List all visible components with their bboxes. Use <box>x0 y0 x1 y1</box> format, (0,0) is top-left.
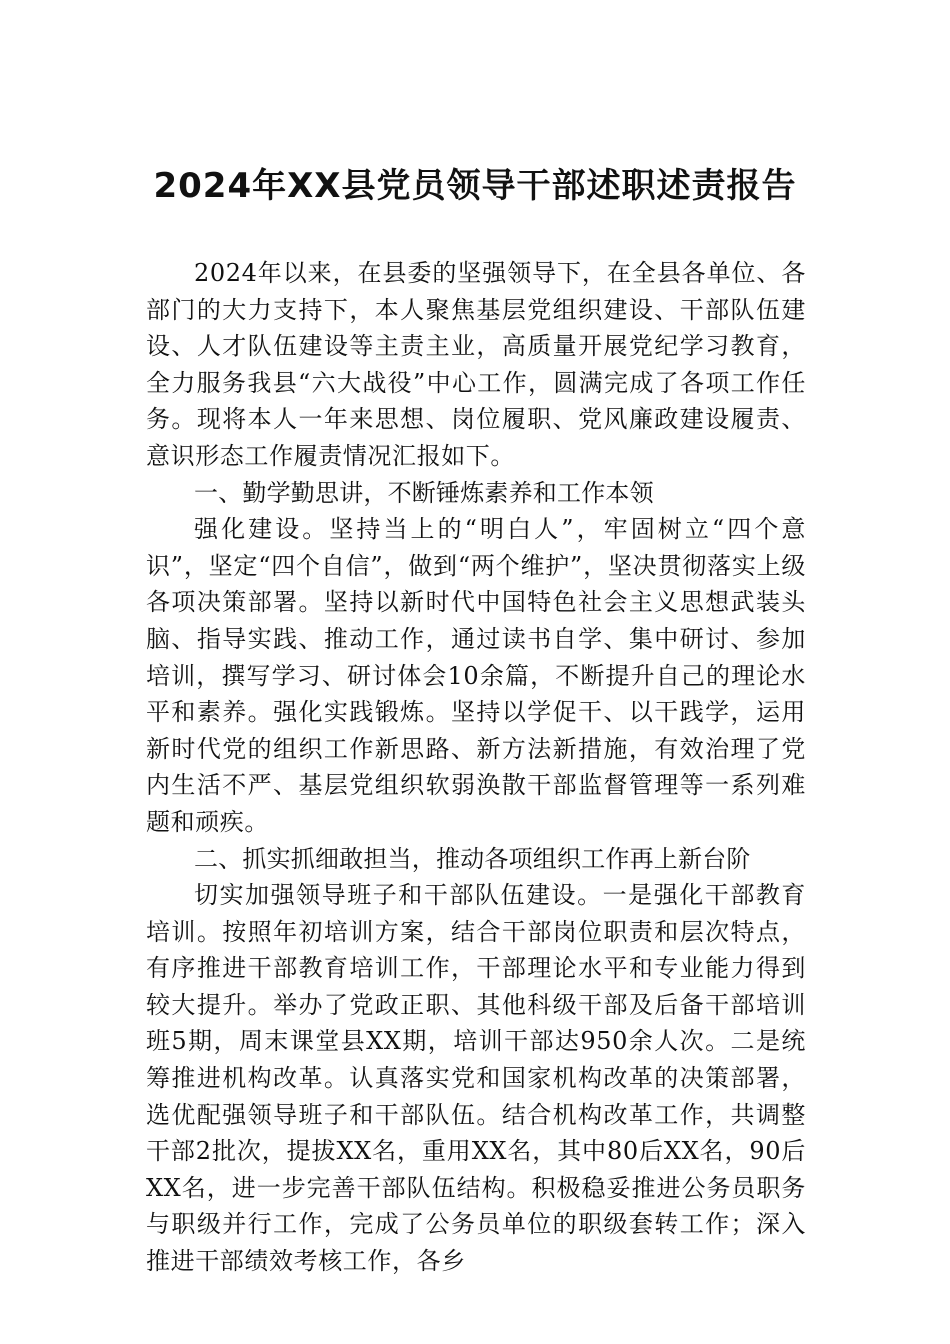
section-heading-2: 二、抓实抓细敢担当，推动各项组织工作再上新台阶 <box>194 844 751 873</box>
section-paragraph-1: 强化建设。坚持当上的“明白人”，牢固树立“四个意识”，坚定“四个自信”，做到“两个维护”，坚决贯彻落实上级各项决策部署。坚持以新时代中国特色社会主义思想武装头脑、指导实践、推动工作，通过读书自学、集中研讨、参加培训，撰写学习、研讨体会10余篇，不断提升自己的理论水平和素养。强化实践锻炼。坚持以学促干、以干践学，运用新时代党的组织工作新思路、新方法新措施，有效治理了党内生活不严、基层党组织软弱涣散干部监督管理等一系列难题和顽疾。 <box>146 515 806 836</box>
section-heading-1: 一、勤学勤思讲，不断锤炼素养和工作本领 <box>194 478 654 507</box>
document-body <box>146 255 806 1280</box>
intro-paragraph: 2024年以来，在县委的坚强领导下，在全县各单位、各部门的大力支持下，本人聚焦基层党组织建设、干部队伍建设、人才队伍建设等主责主业，高质量开展党纪学习教育，全力服务我县“六大战役”中心工作，圆满完成了各项工作任务。现将本人一年来思想、岗位履职、党风廉政建设履责、意识形态工作履责情况汇报如下。 <box>146 259 806 470</box>
document-title: 2024年XX县党员领导干部述职述责报告 <box>153 166 797 206</box>
section-paragraph-2: 切实加强领导班子和干部队伍建设。一是强化干部教育培训。按照年初培训方案，结合干部岗位职责和层次特点，有序推进干部教育培训工作，干部理论水平和专业能力得到较大提升。举办了党政正职、其他科级干部及后备干部培训班5期，周末课堂县XX期，培训干部达950余人次。二是统筹推进机构改革。认真落实党和国家机构改革的决策部署，选优配强领导班子和干部队伍。结合机构改革工作，共调整干部2批次，提拔XX名，重用XX名，其中80后XX名，90后XX名，进一步完善干部队伍结构。积极稳妥推进公务员职务与职级并行工作，完成了公务员单位的职级套转工作；深入推进干部绩效考核工作，各乡 <box>146 881 806 1276</box>
